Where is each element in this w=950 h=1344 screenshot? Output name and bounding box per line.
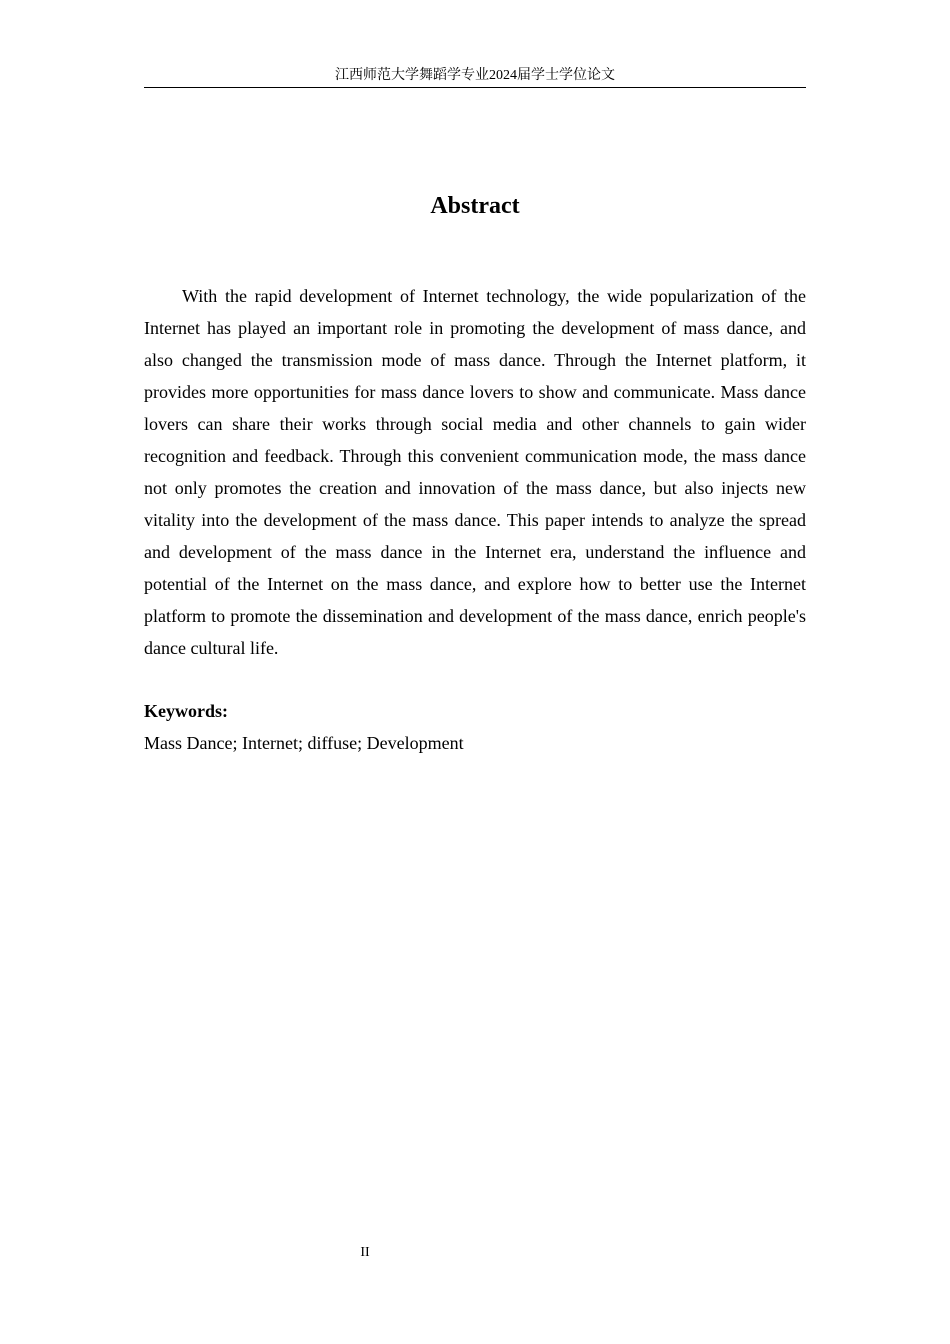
running-header: 江西师范大学舞蹈学专业2024届学士学位论文 xyxy=(144,66,806,88)
keywords-label: Keywords: xyxy=(144,701,228,721)
abstract-title: Abstract xyxy=(430,193,520,219)
keywords-value: Mass Dance; Internet; diffuse; Development xyxy=(144,733,464,753)
page-number: II xyxy=(360,1245,370,1260)
abstract-body: With the rapid development of Internet technology, the wide popularization of the Internet has played an important role in promoting the development of mass dance, and also changed the transmission mode of mass dance. Through the Internet platform, it provides more opportunities for mass dance lovers to show and communicate. Mass dance lovers can share their works through social media and other channels to gain wider recognition and feedback. Through this convenient communication mode, the mass dance not only promotes the creation and innovation of the mass dance, but also injects new vitality into the development of the mass dance. This paper intends to analyze the spread and development of the mass dance in the Internet era, understand the influence and potential of the Internet on the mass dance, and explore how to better use the Internet platform to promote the dissemination and development of the mass dance, enrich people's dance cultural life. xyxy=(144,286,806,658)
